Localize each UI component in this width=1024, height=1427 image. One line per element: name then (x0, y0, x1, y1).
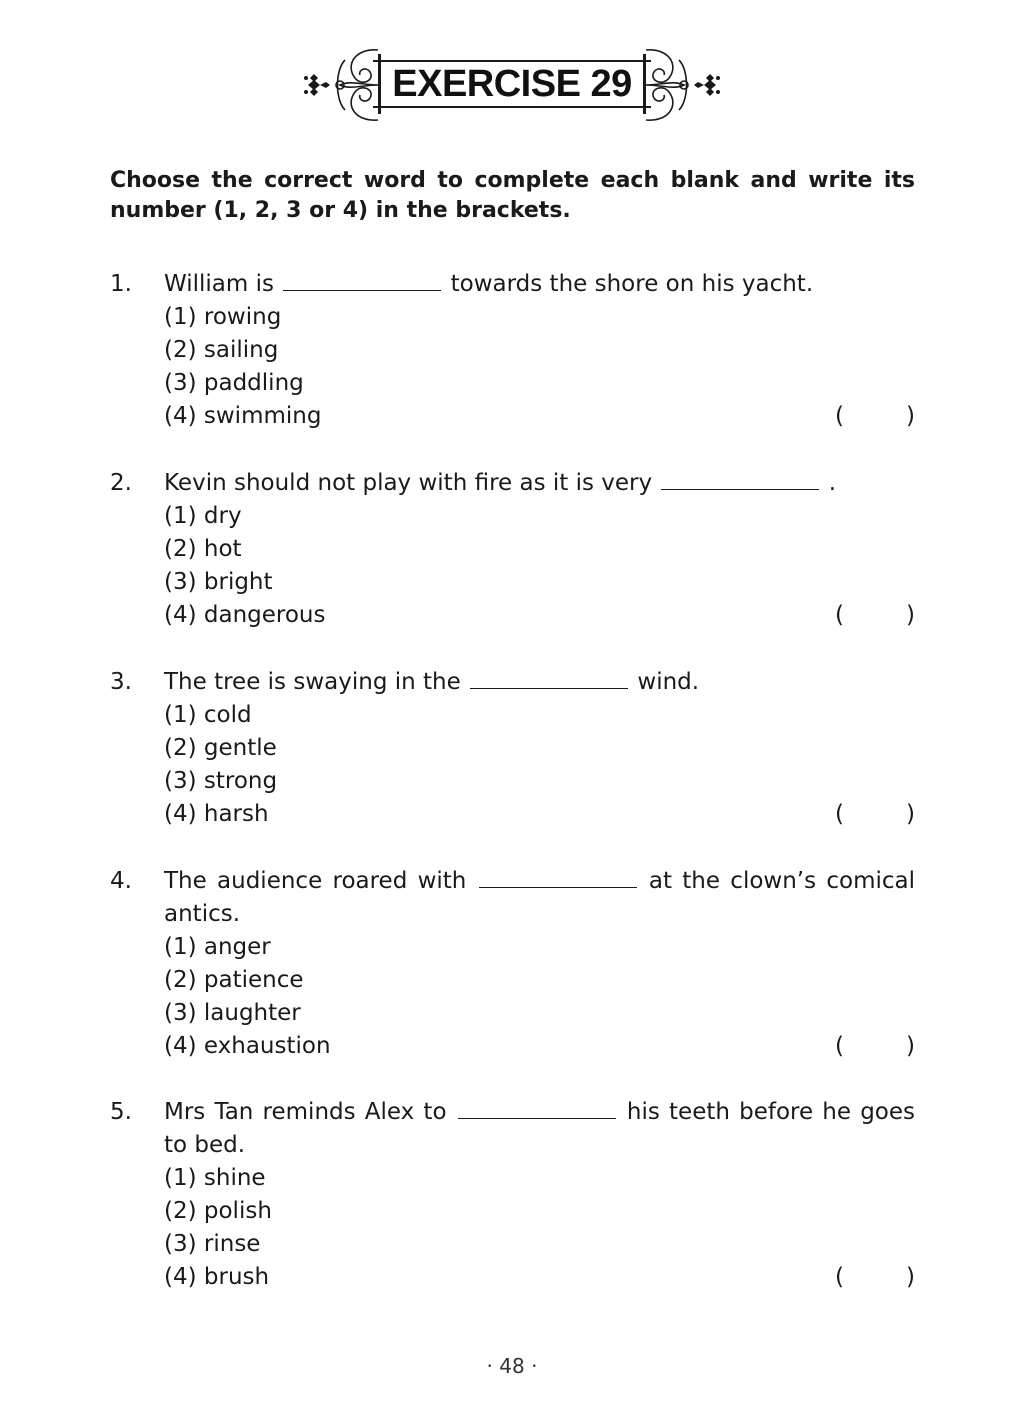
option-2[interactable]: (2) polish (164, 1198, 272, 1224)
option-2[interactable]: (2) hot (164, 536, 242, 562)
option-1[interactable]: (1) anger (164, 934, 271, 960)
answer-bracket[interactable]: ( ) (835, 602, 915, 628)
answer-bracket[interactable]: ( ) (835, 1264, 915, 1290)
answer-blank[interactable] (661, 467, 819, 490)
answer-blank[interactable] (479, 865, 637, 888)
question-1 (110, 268, 915, 433)
question-stem: Kevin should not play with fire as it is very . (164, 467, 915, 500)
option-4[interactable]: (4) dangerous (164, 602, 326, 628)
option-1[interactable]: (1) rowing (164, 304, 282, 330)
option-4[interactable]: (4) exhaustion (164, 1033, 331, 1059)
option-4-row (164, 400, 915, 433)
option-4[interactable]: (4) harsh (164, 801, 269, 827)
instructions: Choose the correct word to complete each blank and write its number (1, 2, 3 or 4) in the brackets. (110, 168, 915, 223)
option-3[interactable]: (3) strong (164, 768, 278, 794)
page-title: EXERCISE 29 (392, 62, 632, 105)
option-2[interactable]: (2) sailing (164, 337, 279, 363)
question-2 (110, 467, 915, 632)
question-stem: William is towards the shore on his yacht. (164, 268, 915, 301)
question-number: 2. (110, 470, 132, 496)
question-5 (110, 1096, 915, 1294)
question-stem: The tree is swaying in the wind. (164, 666, 915, 699)
option-4[interactable]: (4) swimming (164, 403, 322, 429)
option-3[interactable]: (3) bright (164, 569, 273, 595)
question-4 (110, 865, 915, 1063)
option-3[interactable]: (3) paddling (164, 370, 304, 396)
answer-blank[interactable] (283, 268, 441, 291)
option-4-row (164, 1030, 915, 1063)
option-2[interactable]: (2) patience (164, 967, 304, 993)
option-4-row (164, 599, 915, 632)
title-frame (378, 54, 646, 114)
option-4[interactable]: (4) brush (164, 1264, 270, 1290)
option-2[interactable]: (2) gentle (164, 735, 277, 761)
answer-bracket[interactable]: ( ) (835, 1033, 915, 1059)
option-3[interactable]: (3) laughter (164, 1000, 301, 1026)
question-number: 5. (110, 1099, 132, 1125)
option-3[interactable]: (3) rinse (164, 1231, 261, 1257)
option-1[interactable]: (1) cold (164, 702, 252, 728)
right-flourish-icon (644, 40, 724, 130)
left-flourish-icon (300, 40, 380, 130)
question-stem: Mrs Tan reminds Alex to his teeth before he goes to bed. (164, 1096, 915, 1162)
answer-bracket[interactable]: ( ) (835, 801, 915, 827)
answer-blank[interactable] (458, 1096, 616, 1119)
question-stem: The audience roared with at the clown’s comical antics. (164, 865, 915, 931)
answer-blank[interactable] (470, 666, 628, 689)
question-number: 1. (110, 271, 132, 297)
question-number: 4. (110, 868, 132, 894)
exercise-title-banner (300, 40, 724, 130)
page-number: · 48 · (486, 1354, 538, 1378)
option-4-row (164, 1261, 915, 1294)
option-4-row (164, 798, 915, 831)
option-1[interactable]: (1) shine (164, 1165, 266, 1191)
question-number: 3. (110, 669, 132, 695)
question-3 (110, 666, 915, 831)
answer-bracket[interactable]: ( ) (835, 403, 915, 429)
option-1[interactable]: (1) dry (164, 503, 242, 529)
